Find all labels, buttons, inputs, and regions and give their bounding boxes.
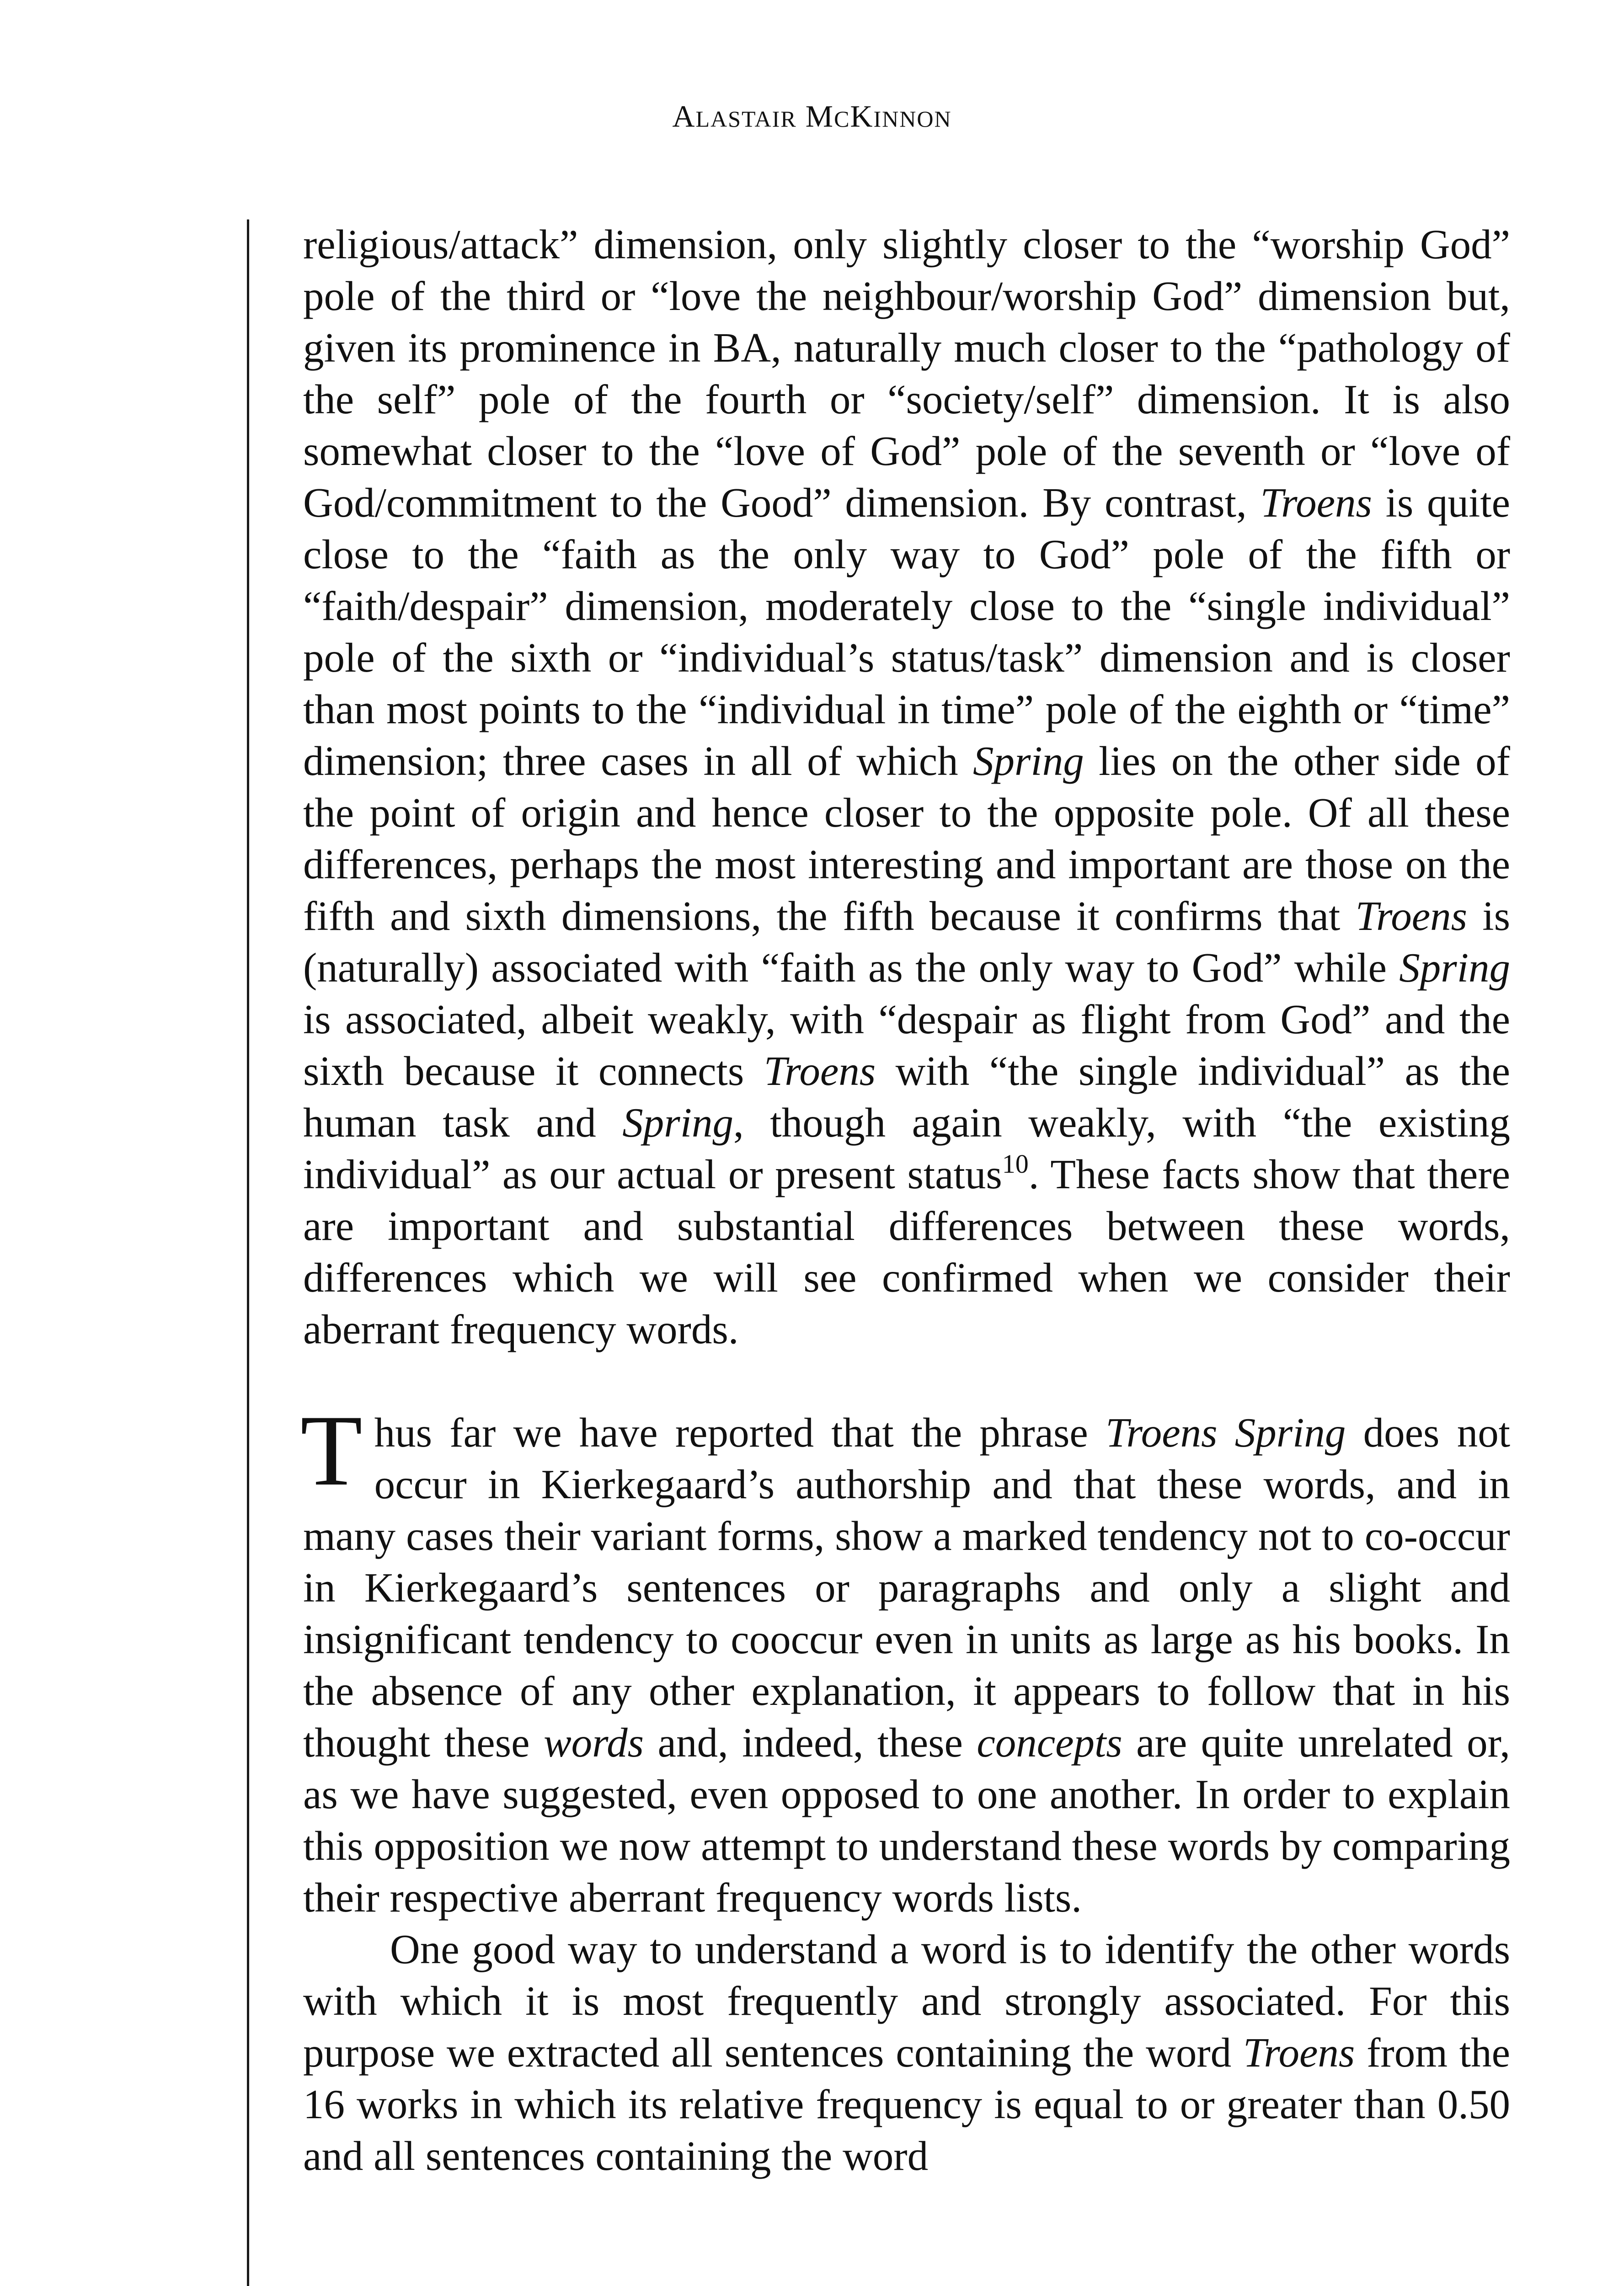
italic-term: Spring (622, 1100, 733, 1146)
running-header (0, 98, 1624, 134)
italic-term: concepts (977, 1720, 1122, 1766)
italic-term: Troens Spring (1106, 1410, 1346, 1456)
text-run: is quite close to the “faith as the only way to God” pole of the fifth or “faith/despair” dimension, moderately close to the “single individual” pole of the sixth or “individual’s status/task” dimension and is closer than most points to the “individual in time” pole of the eighth or “time” dimension; three cases in all of which (303, 480, 1511, 784)
text-run: from the 16 works in which its relative frequency is equal to or greater than 0.50 and all sentences containing the word (303, 2030, 1510, 2179)
header-first-initial: A (672, 99, 696, 134)
header-last-c: C (834, 106, 850, 132)
italic-term: Troens (764, 1048, 876, 1094)
paragraph-2 (300, 1394, 1511, 1923)
paragraph-3 (303, 1923, 1510, 2182)
text-run: religious/attack” dimension, only slightly closer to the “worship God” pole of the third or “love the neighbour/worship God” dimension but, given its prominence in BA, naturally much closer to the “pathology of the self” pole of the fourth or “society/self” dimension. It is also somewhat closer to the “love of God” pole of the seventh or “love of God/commitment to the Good” dimension. By contrast, (303, 221, 1510, 526)
italic-term: Spring (973, 738, 1084, 784)
body-text (300, 219, 1511, 2182)
italic-term: Troens (1260, 480, 1372, 526)
text-run: is (naturally) associated with “faith as the only way to God” while (303, 893, 1510, 991)
drop-cap: T (300, 1394, 363, 1507)
italic-term: Troens (1355, 893, 1467, 939)
footnote-marker: 10 (1002, 1149, 1029, 1179)
text-run: hus far we have reported that the phrase (374, 1410, 1106, 1456)
paragraph-1 (303, 219, 1510, 1355)
header-last-prefix: M (805, 99, 834, 134)
text-run: One good way to understand a word is to identify the other words with which it is most frequently and strongly associated. For this purpose we extracted all sentences containing the word (303, 1926, 1510, 2076)
header-last-initial: K (850, 99, 874, 134)
text-run: with “the single individual” as the human task and (303, 1048, 1510, 1146)
italic-term: Spring (1399, 945, 1510, 991)
text-run: are quite unrelated or, as we have suggested, even opposed to one another. In order to explain this opposition we now attempt to understand these words by comparing their respective aberrant frequency words lists. (303, 1720, 1511, 1921)
text-run: . These facts show that there are important and substantial differences between these words, differences which we will see confirmed when we consider their aberrant frequency words. (303, 1151, 1510, 1352)
text-run: lies on the other side of the point of origin and hence closer to the opposite pole. Of all these differences, perhaps the most interesting and important are those on the fifth and sixth dimensions, the fifth because it confirms that (303, 738, 1510, 939)
header-last-rest: INNON (873, 106, 952, 132)
italic-term: words (543, 1720, 644, 1766)
text-run: does not occur in Kierkegaard’s authorship and that these words, and in many cases their variant forms, show a marked tendency not to co-occur in Kierkegaard’s sentences or paragraphs and only a slight and insignificant tendency to cooccur even in units as large as his books. In the absence of any other explanation, it appears to follow that in his thought these (303, 1410, 1510, 1766)
text-run: , though again weakly, with “the existing individual” as our actual or present status (303, 1100, 1510, 1197)
text-run: is associated, albeit weakly, with “despair as flight from God” and the sixth because it connects (303, 996, 1510, 1094)
header-first-rest: LASTAIR (695, 106, 797, 132)
margin-rule (247, 219, 249, 2286)
italic-term: Troens (1243, 2030, 1355, 2076)
text-run: and, indeed, these (644, 1720, 977, 1766)
